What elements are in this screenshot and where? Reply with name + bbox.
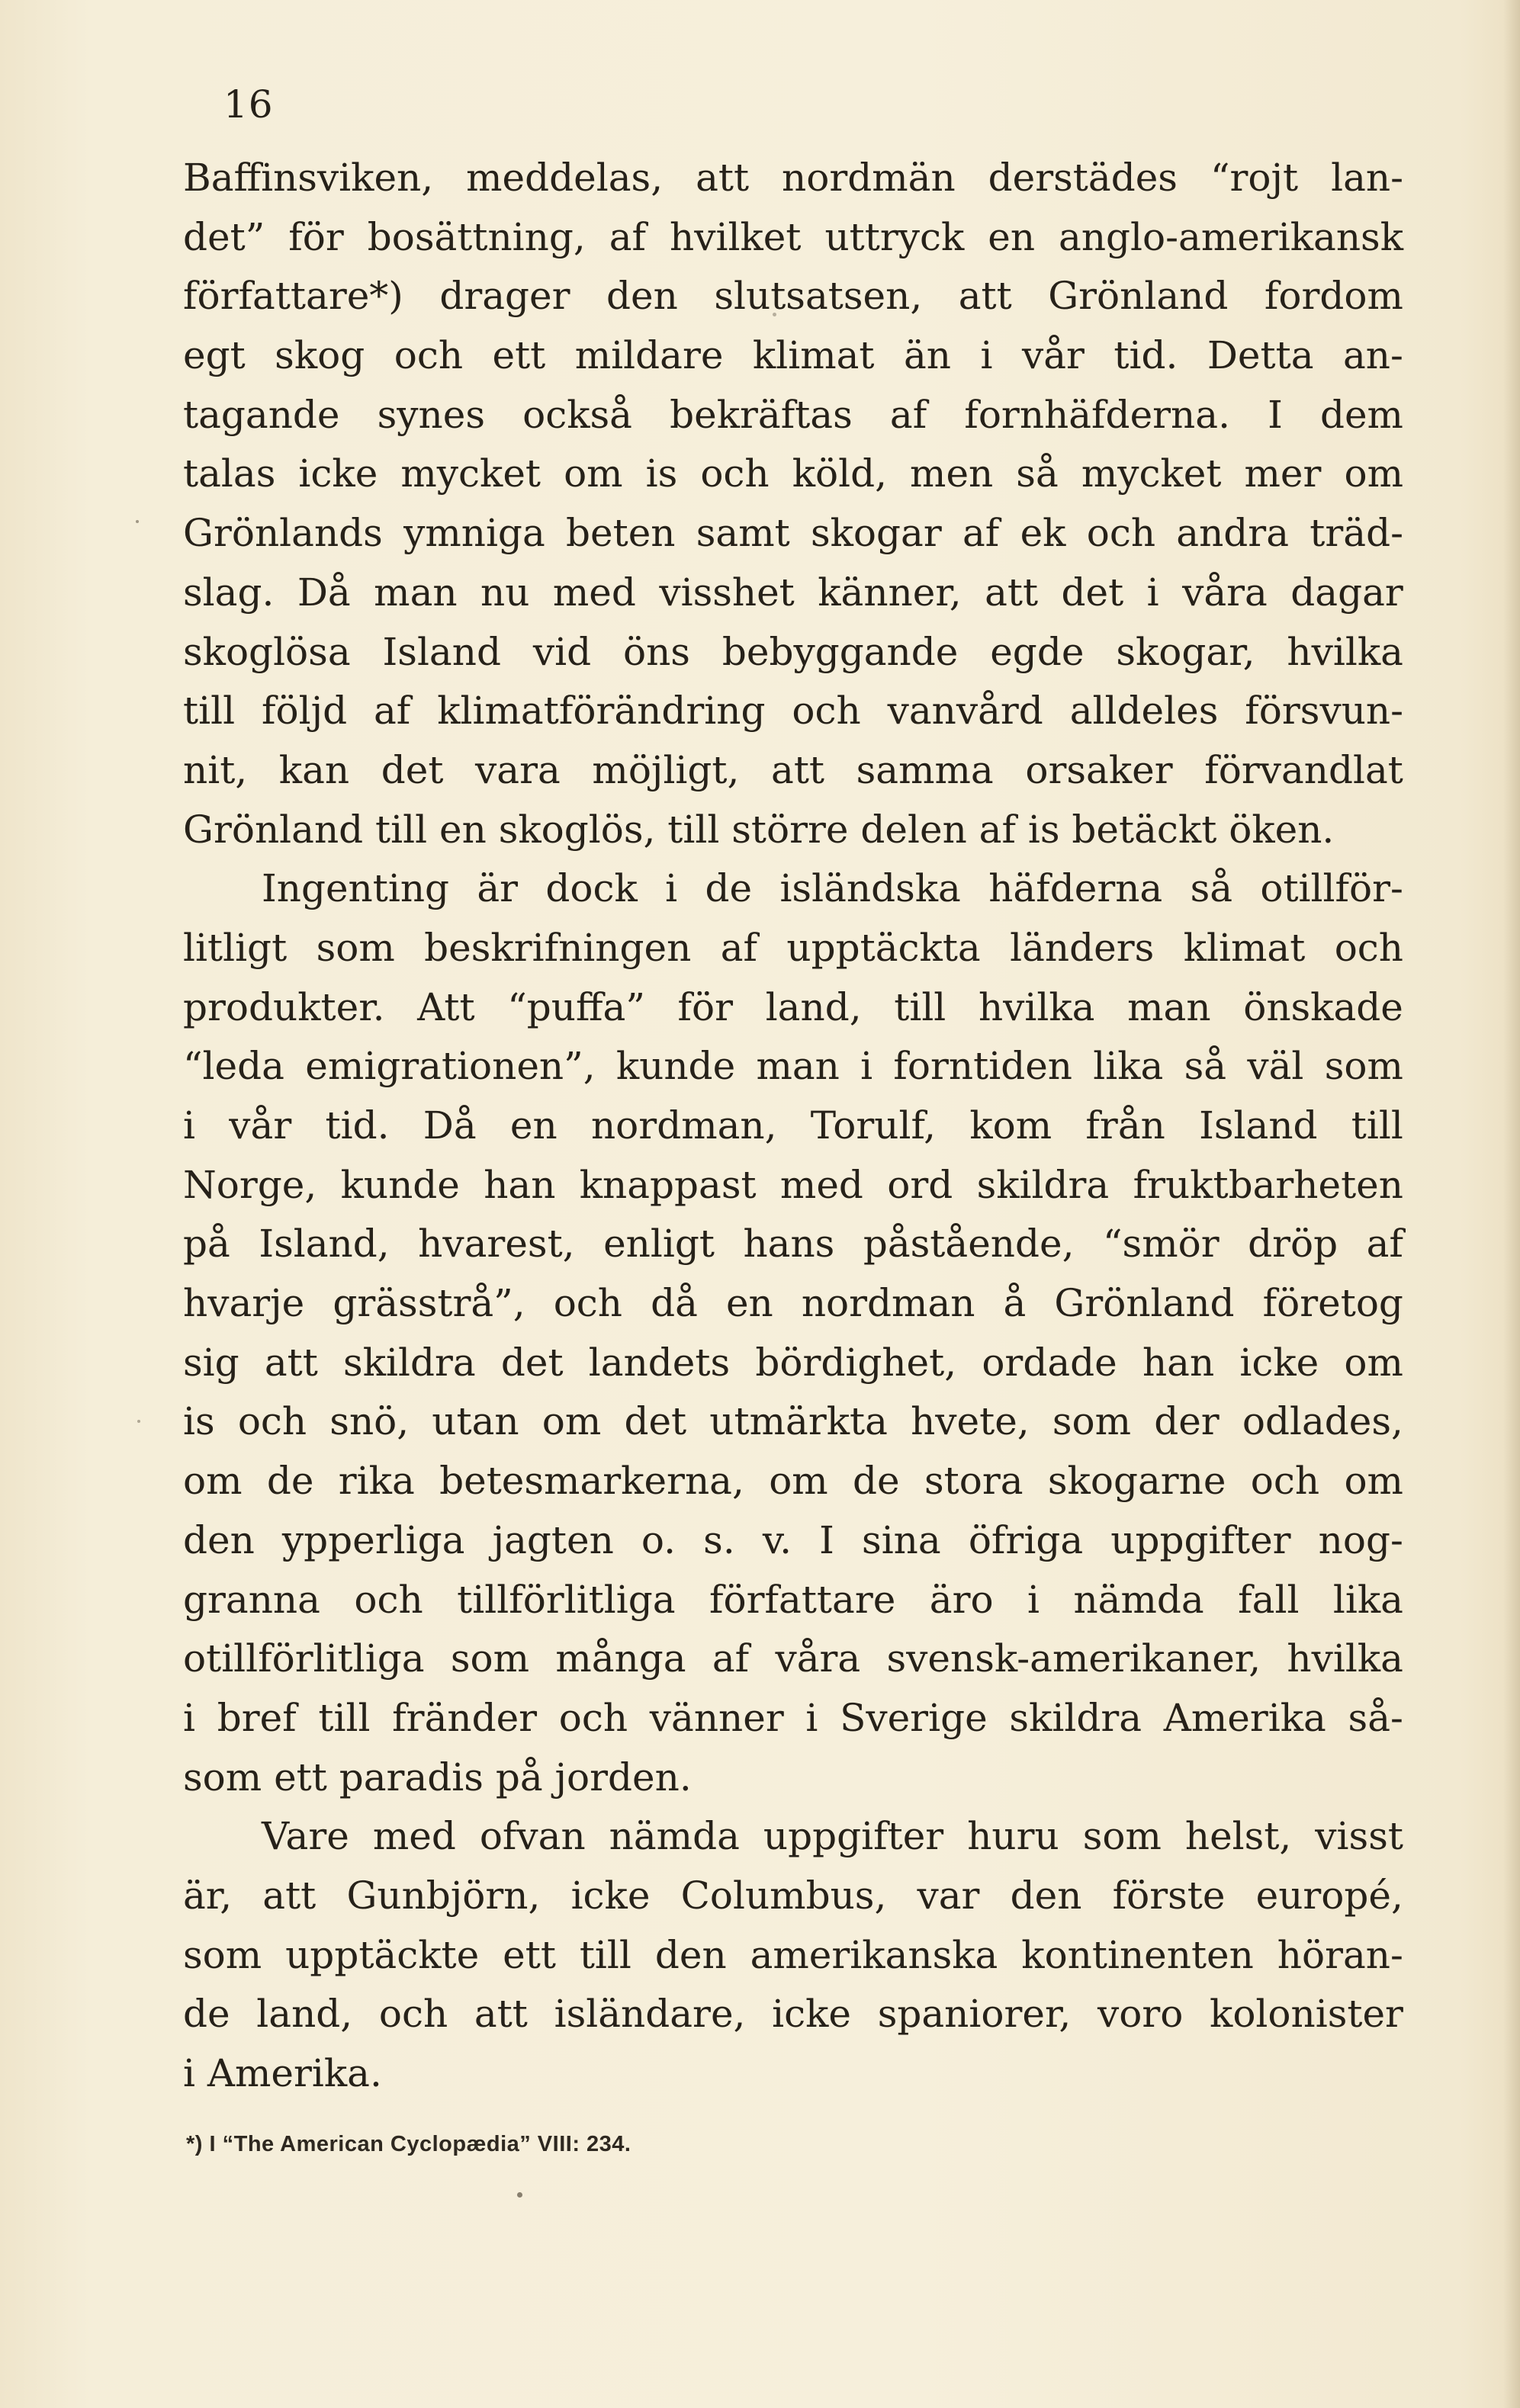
text-line: otillförlitliga som många af våra svensk-amerikaner, hvilka [183,1636,1403,1681]
text-line: sig att skildra det landets bördighet, ordade han icke om [183,1340,1403,1385]
text-line: slag. Då man nu med visshet känner, att det i våra dagar [183,570,1403,615]
text-line: på Island, hvarest, enligt hans påstående, “smör dröp af [183,1222,1403,1267]
text-line: i bref till fränder och vänner i Sverige skildra Amerika så- [183,1695,1403,1740]
text-line: Ingenting är dock i de isländska häfderna så otillför- [262,866,1403,911]
text-line: litligt som beskrifningen af upptäckta länders klimat och [183,925,1403,970]
text-line: den ypperliga jagten o. s. v. I sina öfriga uppgifter nog- [183,1517,1403,1562]
text-line: i Amerika. [183,2051,382,2095]
text-line: nit, kan det vara möjligt, att samma orsaker förvandlat [183,747,1403,792]
text-line: det” för bosättning, af hvilket uttryck en anglo-amerikansk [183,214,1403,259]
text-line: Grönland till en skoglös, till större delen af is betäckt öken. [183,807,1335,852]
text-line: “leda emigrationen”, kunde man i forntiden lika så väl som [183,1044,1403,1089]
text-line: talas icke mycket om is och köld, men så mycket mer om [183,451,1403,496]
text-line: de land, och att isländare, icke spaniorer, voro kolonister [183,1992,1403,2037]
page-edge-shadow [1503,0,1520,2408]
ink-speck [136,520,139,523]
text-line: författare*) drager den slutsatsen, att Grönland fordom [183,274,1403,319]
text-line: är, att Gunbjörn, icke Columbus, var den förste europé, [183,1873,1403,1918]
text-line: hvarje grässtrå”, och då en nordman å Grönland företog [183,1281,1403,1326]
footnote: *) I “The American Cyclopædia” VIII: 234. [186,2132,631,2156]
text-line: skoglösa Island vid öns bebyggande egde skogar, hvilka [183,629,1403,674]
text-line: granna och tillförlitliga författare äro i nämda fall lika [183,1577,1403,1622]
text-line: egt skog och ett mildare klimat än i vår tid. Detta an- [183,333,1403,378]
text-line: is och snö, utan om det utmärkta hvete, som der odlades, [183,1399,1403,1444]
ink-speck [517,2192,522,2198]
text-line: som upptäckte ett till den amerikanska kontinenten höran- [183,1932,1403,1977]
text-line: om de rika betesmarkerna, om de stora skogarne och om [183,1459,1403,1504]
ink-speck [773,313,776,316]
text-line: som ett paradis på jorden. [183,1755,692,1800]
page-number: 16 [223,82,274,127]
text-line: i vår tid. Då en nordman, Torulf, kom från Island till [183,1103,1403,1148]
text-line: Grönlands ymniga beten samt skogar af ek och andra träd- [183,511,1403,556]
text-line: Baffinsviken, meddelas, att nordmän derstädes “rojt lan- [183,156,1403,200]
ink-speck [137,1420,140,1423]
body-text [183,149,1403,2104]
text-line: till följd af klimatförändring och vanvård alldeles försvun- [183,689,1403,734]
text-line: produkter. Att “puffa” för land, till hvilka man önskade [183,984,1403,1029]
text-line: Vare med ofvan nämda uppgifter huru som helst, visst [262,1814,1403,1859]
text-line: tagande synes också bekräftas af fornhäfderna. I dem [183,392,1403,437]
text-line: Norge, kunde han knappast med ord skildra fruktbarheten [183,1162,1403,1207]
